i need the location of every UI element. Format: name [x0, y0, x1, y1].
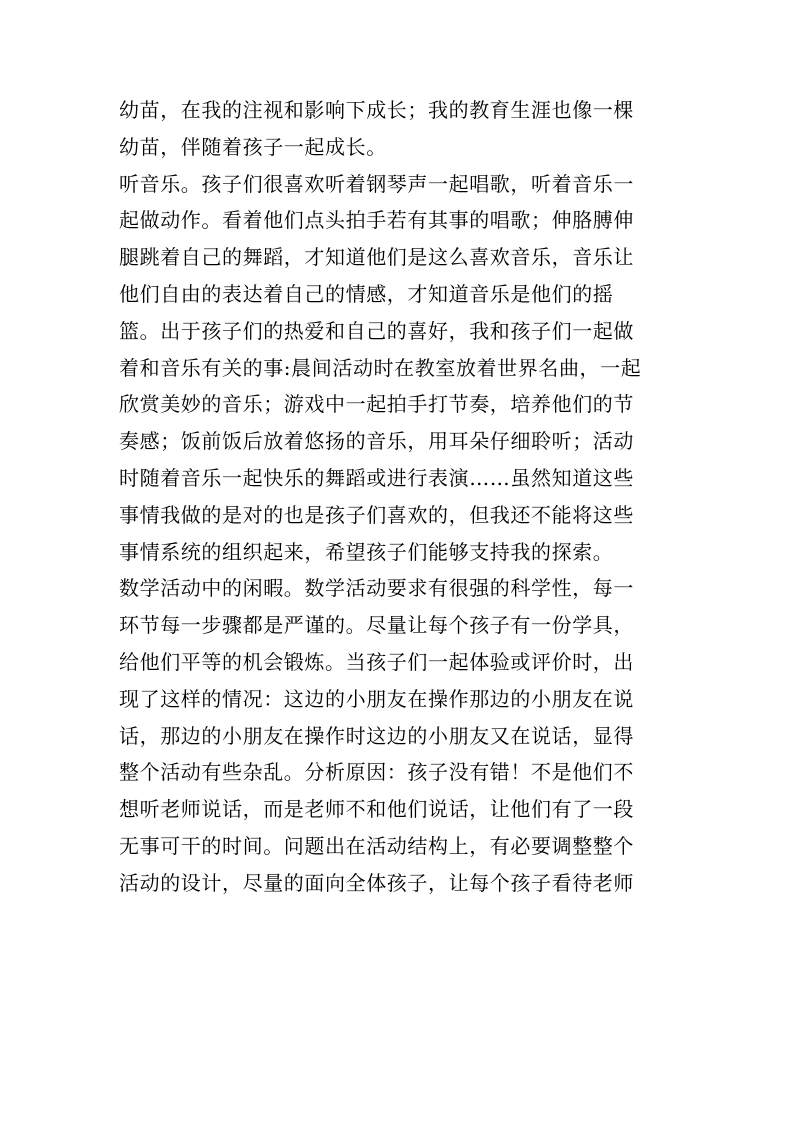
- text-line: 活动的设计，尽量的面向全体孩子，让每个孩子看待老师: [119, 870, 634, 895]
- text-line: 起做动作。看着他们点头拍手若有其事的唱歌；伸胳膊伸: [119, 208, 634, 233]
- text-line: 听音乐。孩子们很喜欢听着钢琴声一起唱歌，听着音乐一: [119, 171, 634, 196]
- text-line: 时随着音乐一起快乐的舞蹈或进行表演……虽然知道这些: [119, 465, 634, 490]
- text-line: 他们自由的表达着自己的情感，才知道音乐是他们的摇: [119, 281, 614, 306]
- text-line: 幼苗，在我的注视和影响下成长；我的教育生涯也像一棵: [119, 98, 634, 122]
- text-line: 无事可干的时间。问题出在活动结构上，有必要调整整个: [119, 833, 634, 858]
- text-line: 欣赏美妙的音乐；游戏中一起拍手打节奏，培养他们的节: [119, 392, 634, 417]
- text-line: 篮。出于孩子们的热爱和自己的喜好，我和孩子们一起做: [119, 318, 634, 343]
- text-line: 给他们平等的机会锻炼。当孩子们一起体验或评价时，出: [119, 649, 634, 674]
- text-line: 着和音乐有关的事:晨间活动时在教室放着世界名曲，一起: [119, 355, 642, 380]
- text-line: 整个活动有些杂乱。分析原因：孩子没有错！不是他们不: [119, 760, 634, 785]
- text-line: 话，那边的小朋友在操作时这边的小朋友又在说话，显得: [119, 723, 634, 748]
- text-line: 想听老师说话，而是老师不和他们说话，让他们有了一段: [119, 797, 634, 822]
- text-line: 幼苗，伴随着孩子一起成长。: [119, 134, 387, 159]
- text-line: 事情系统的组织起来，希望孩子们能够支持我的探索。: [119, 539, 614, 564]
- text-line: 奏感；饭前饭后放着悠扬的音乐，用耳朵仔细聆听；活动: [119, 429, 634, 454]
- text-line: 现了这样的情况：这边的小朋友在操作那边的小朋友在说: [119, 686, 634, 711]
- text-line: 数学活动中的闲暇。数学活动要求有很强的科学性，每一: [119, 576, 634, 601]
- text-line: 环节每一步骤都是严谨的。尽量让每个孩子有一份学具，: [119, 613, 634, 638]
- text-line: 事情我做的是对的也是孩子们喜欢的，但我还不能将这些: [119, 502, 634, 527]
- body-text: [119, 92, 679, 902]
- text-line: 腿跳着自己的舞蹈，才知道他们是这么喜欢音乐，音乐让: [119, 245, 634, 270]
